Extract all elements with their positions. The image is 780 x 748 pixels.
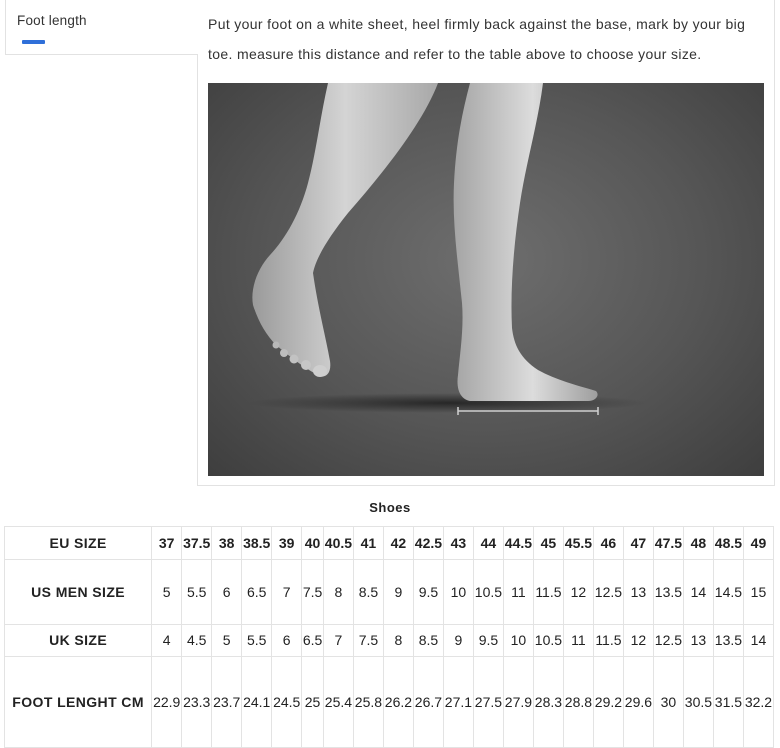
table-cell: 9 — [383, 560, 413, 625]
table-cell: 8 — [383, 625, 413, 657]
table-row — [5, 560, 774, 625]
table-cell: 43 — [443, 527, 473, 560]
table-cell: 32.2 — [743, 657, 773, 748]
table-cell: 8.5 — [353, 560, 383, 625]
table-cell: 10.5 — [533, 625, 563, 657]
table-cell: 30 — [653, 657, 683, 748]
size-chart-table — [4, 526, 774, 748]
table-cell: 11.5 — [533, 560, 563, 625]
table-cell: 44 — [473, 527, 503, 560]
table-cell: 12 — [623, 625, 653, 657]
table-cell: 26.7 — [413, 657, 443, 748]
table-cell: 29.2 — [593, 657, 623, 748]
table-cell: 9.5 — [473, 625, 503, 657]
table-cell: 47.5 — [653, 527, 683, 560]
tab-label: Foot length — [17, 13, 87, 28]
table-cell: 12.5 — [593, 560, 623, 625]
row-header: US MEN SIZE — [5, 560, 152, 625]
table-cell: 28.8 — [563, 657, 593, 748]
table-cell: 48.5 — [713, 527, 743, 560]
table-cell: 7 — [272, 560, 302, 625]
table-cell: 28.3 — [533, 657, 563, 748]
table-cell: 8.5 — [413, 625, 443, 657]
table-cell: 8 — [323, 560, 353, 625]
table-cell: 6.5 — [302, 625, 324, 657]
table-cell: 37.5 — [182, 527, 212, 560]
tab-active-indicator — [22, 40, 45, 44]
table-cell: 7.5 — [302, 560, 324, 625]
table-cell: 6 — [212, 560, 242, 625]
content-panel — [197, 0, 775, 486]
table-row — [5, 527, 774, 560]
table-cell: 25.8 — [353, 657, 383, 748]
table-cell: 14.5 — [713, 560, 743, 625]
table-cell: 46 — [593, 527, 623, 560]
table-row — [5, 657, 774, 748]
table-cell: 41 — [353, 527, 383, 560]
table-cell: 24.5 — [272, 657, 302, 748]
table-cell: 4.5 — [182, 625, 212, 657]
tab-foot-length[interactable] — [5, 0, 198, 55]
table-cell: 26.2 — [383, 657, 413, 748]
table-cell: 45 — [533, 527, 563, 560]
table-cell: 25.4 — [323, 657, 353, 748]
table-cell: 5.5 — [182, 560, 212, 625]
table-cell: 12.5 — [653, 625, 683, 657]
feet-illustration — [208, 83, 764, 476]
size-table-title: Shoes — [369, 500, 411, 515]
table-cell: 13 — [623, 560, 653, 625]
table-cell: 23.3 — [182, 657, 212, 748]
table-cell: 29.6 — [623, 657, 653, 748]
table-cell: 4 — [152, 625, 182, 657]
table-cell: 13.5 — [713, 625, 743, 657]
table-cell: 42 — [383, 527, 413, 560]
table-cell: 42.5 — [413, 527, 443, 560]
table-cell: 31.5 — [713, 657, 743, 748]
table-cell: 40 — [302, 527, 324, 560]
table-cell: 49 — [743, 527, 773, 560]
measurement-instructions: Put your foot on a white sheet, heel firmly back against the base, mark by your big toe. measure this distance and refer to the table above to choose your size. — [208, 16, 746, 62]
table-row — [5, 625, 774, 657]
table-cell: 13.5 — [653, 560, 683, 625]
table-cell: 11 — [563, 625, 593, 657]
table-cell: 5 — [212, 625, 242, 657]
table-cell: 14 — [683, 560, 713, 625]
table-cell: 23.7 — [212, 657, 242, 748]
feet-photo — [208, 83, 764, 476]
table-cell: 12 — [563, 560, 593, 625]
table-cell: 27.5 — [473, 657, 503, 748]
row-header: EU SIZE — [5, 527, 152, 560]
table-cell: 47 — [623, 527, 653, 560]
table-cell: 9 — [443, 625, 473, 657]
table-cell: 48 — [683, 527, 713, 560]
table-cell: 15 — [743, 560, 773, 625]
table-cell: 9.5 — [413, 560, 443, 625]
table-cell: 7.5 — [353, 625, 383, 657]
table-cell: 38.5 — [242, 527, 272, 560]
table-cell: 10 — [503, 625, 533, 657]
table-cell: 39 — [272, 527, 302, 560]
table-cell: 5 — [152, 560, 182, 625]
table-cell: 24.1 — [242, 657, 272, 748]
table-cell: 40.5 — [323, 527, 353, 560]
table-cell: 25 — [302, 657, 324, 748]
table-cell: 6.5 — [242, 560, 272, 625]
table-cell: 10.5 — [473, 560, 503, 625]
table-cell: 13 — [683, 625, 713, 657]
table-cell: 11.5 — [593, 625, 623, 657]
table-cell: 30.5 — [683, 657, 713, 748]
table-cell: 44.5 — [503, 527, 533, 560]
table-cell: 14 — [743, 625, 773, 657]
table-cell: 27.9 — [503, 657, 533, 748]
table-cell: 11 — [503, 560, 533, 625]
table-cell: 45.5 — [563, 527, 593, 560]
table-cell: 27.1 — [443, 657, 473, 748]
row-header: UK SIZE — [5, 625, 152, 657]
row-header: FOOT LENGHT CM — [5, 657, 152, 748]
table-cell: 37 — [152, 527, 182, 560]
table-cell: 22.9 — [152, 657, 182, 748]
table-cell: 5.5 — [242, 625, 272, 657]
table-cell: 7 — [323, 625, 353, 657]
table-cell: 6 — [272, 625, 302, 657]
table-cell: 38 — [212, 527, 242, 560]
table-cell: 10 — [443, 560, 473, 625]
